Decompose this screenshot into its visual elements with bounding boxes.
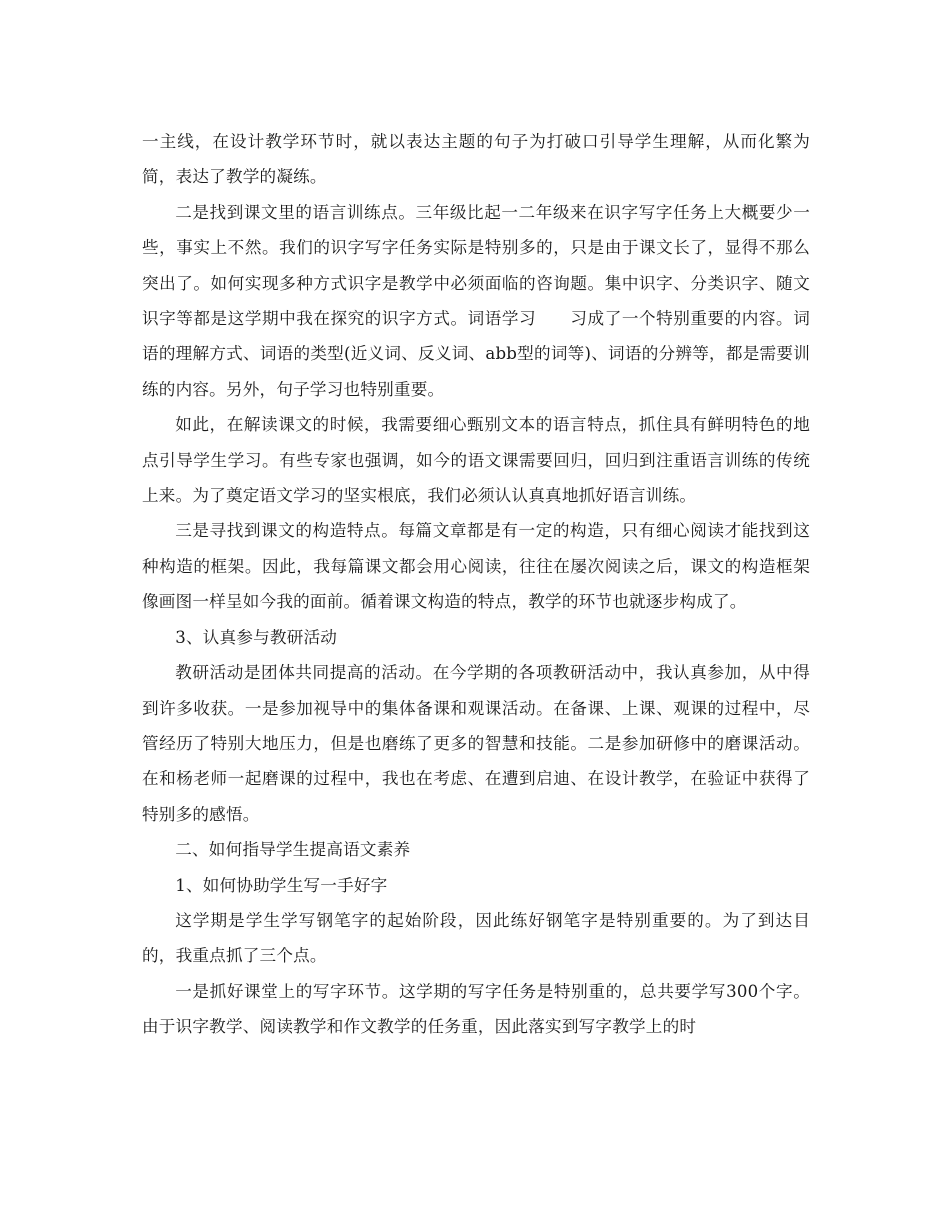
document-page [142, 124, 810, 1045]
paragraph-6: 这学期是学生学写钢笔字的起始阶段，因此练好钢笔字是特别重要的。为了到达目的，我重点抓了三个点。 [142, 910, 810, 966]
section-heading-2: 二、如何指导学生提高语文素养 [175, 840, 411, 860]
subsection-heading-1: 1、如何协助学生写一手好字 [175, 875, 388, 895]
paragraph-2: 二是找到课文里的语言训练点。三年级比起一二年级来在识字写字任务上大概要少一些，事实上不然。我们的识字写字任务实际是特别多的，只是由于课文长了，显得不那么突出了。如何实现多种方式识字是教学中必须面临的咨询题。集中识字、分类识字、随文识字等都是这学期中我在探究的识字方式。词语学习 习成了一个特别重要的内容。词语的理解方式、词语的类型(近义词、反义词、abb型的词等)、词语的分辨等，都是需要训练的内容。另外，句子学习也特别重要。 [142, 202, 810, 399]
paragraph-4: 三是寻找到课文的构造特点。每篇文章都是有一定的构造，只有细心阅读才能找到这种构造的框架。因此，我每篇课文都会用心阅读，往往在屡次阅读之后，课文的构造框架像画图一样呈如今我的面前。循着课文构造的特点，教学的环节也就逐步构成了。 [142, 521, 810, 612]
paragraph-3: 如此，在解读课文的时候，我需要细心甄别文本的语言特点，抓住具有鲜明特色的地点引导学生学习。有些专家也强调，如今的语文课需要回归，回归到注重语言训练的传统上来。为了奠定语文学习的坚实根底，我们必须认认真真地抓好语言训练。 [142, 415, 810, 506]
paragraph-7: 一是抓好课堂上的写字环节。这学期的写字任务是特别重的，总共要学写300个字。由于识字教学、阅读教学和作文教学的任务重，因此落实到写字教学上的时 [142, 981, 810, 1037]
section-heading-3: 3、认真参与教研活动 [175, 627, 338, 647]
paragraph-5: 教研活动是团体共同提高的活动。在今学期的各项教研活动中，我认真参加，从中得到许多收获。一是参加视导中的集体备课和观课活动。在备课、上课、观课的过程中，尽管经历了特别大地压力，但是也磨练了更多的智慧和技能。二是参加研修中的磨课活动。在和杨老师一起磨课的过程中，我也在考虑、在遭到启迪、在设计教学，在验证中获得了特别多的感悟。 [142, 663, 810, 824]
paragraph-1: 一主线，在设计教学环节时，就以表达主题的句子为打破口引导学生理解，从而化繁为简，表达了教学的凝练。 [142, 132, 810, 187]
